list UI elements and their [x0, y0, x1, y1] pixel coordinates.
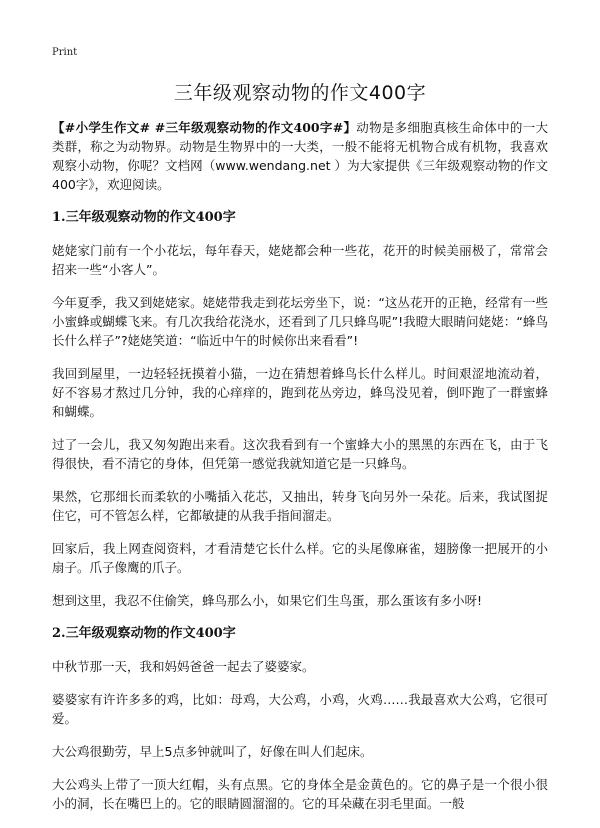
paragraph: 大公鸡很勤劳，早上5点多钟就叫了，好像在叫人们起床。	[52, 744, 373, 759]
paragraph: 姥姥家门前有一个小花坛，每年春天，姥姥都会种一些花，花开的时候美丽极了，常常会招来一些“小客人”。	[52, 243, 548, 277]
page-title: 三年级观察动物的作文400字	[173, 82, 427, 104]
paragraph: 果然，它那细长而柔软的小嘴插入花芯，又抽出，转身飞向另外一朵花。后来，我试图捉住它，可不管怎么样，它都敏捷的从我手指间溜走。	[52, 489, 548, 523]
paragraph: 中秋节那一天，我和妈妈爸爸一起去了婆婆家。	[52, 659, 315, 674]
article-body	[52, 118, 548, 827]
intro-text: 动物是多细胞真核生命体中的一大类群，称之为动物界。动物是生物界中的一大类，一般不能将无机物合成有机物，我喜欢观察小动物，你呢？文档网（www.wendang.net ）为大家提供《三年级观察动物的作文400字》，欢迎阅读。	[52, 120, 548, 192]
paragraph: 我回到屋里，一边轻轻抚摸着小猫，一边在猜想着蜂鸟长什么样儿。时间艰涩地流动着，好不容易才熬过几分钟，我的心痒痒的，跑到花丛旁边，蜂鸟没见着，倒吓跑了一群蜜蜂和蝴蝶。	[52, 366, 548, 419]
print-link[interactable]: Print	[52, 47, 78, 58]
paragraph: 大公鸡头上带了一顶大红帽，头有点黑。它的身体全是金黄色的。它的鼻子是一个很小很小的洞，长在嘴巴上的。它的眼睛圆溜溜的。它的耳朵藏在羽毛里面。一般	[52, 777, 548, 811]
section-heading-1: 1.三年级观察动物的作文400字	[52, 210, 236, 225]
paragraph: 过了一会儿，我又匆匆跑出来看。这次我看到有一个蜜蜂大小的黑黑的东西在飞，由于飞得很快，看不清它的身体，但凭第一感觉我就知道它是一只蜂鸟。	[52, 437, 548, 471]
paragraph: 今年夏季，我又到姥姥家。姥姥带我走到花坛旁坐下，说：“这丛花开的正艳，经常有一些小蜜蜂或蝴蝶飞来。有几次我给花浇水，还看到了几只蜂鸟呢”!我瞪大眼睛问姥姥：“蜂鸟长什么样子”?姥姥笑道：“临近中午的时候你出来看看”!	[52, 295, 548, 348]
paragraph: 婆婆家有许许多多的鸡，比如：母鸡，大公鸡，小鸡，火鸡……我最喜欢大公鸡，它很可爱。	[52, 692, 548, 726]
paragraph: 想到这里，我忍不住偷笑，蜂鸟那么小，如果它们生鸟蛋，那么蛋该有多小呀!	[52, 593, 483, 608]
intro-tag: 【#小学生作文# #三年级观察动物的作文400字#】	[52, 120, 357, 135]
section-heading-2: 2.三年级观察动物的作文400字	[52, 626, 236, 641]
paragraph: 回家后，我上网查阅资料，才看清楚它长什么样。它的头尾像麻雀，翅膀像一把展开的小扇子。爪子像鹰的爪子。	[52, 541, 548, 575]
intro-paragraph	[52, 118, 548, 194]
